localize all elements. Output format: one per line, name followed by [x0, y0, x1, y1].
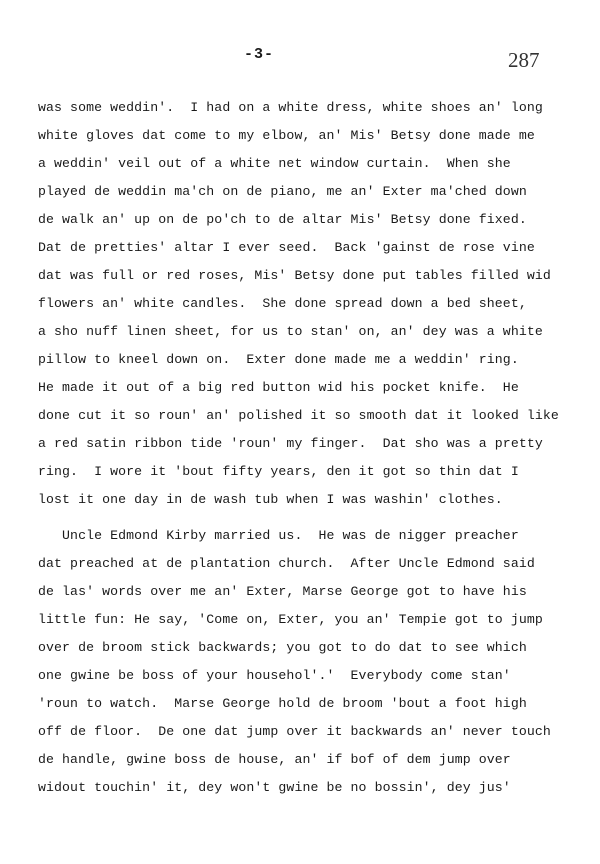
- text-line: ring. I wore it 'bout fifty years, den it got so thin dat I: [38, 464, 519, 479]
- text-line: Dat de pretties' altar I ever seed. Back 'gainst de rose vine: [38, 240, 535, 255]
- section-number: -3-: [244, 46, 275, 63]
- text-line: little fun: He say, 'Come on, Exter, you an' Tempie got to jump: [38, 612, 543, 627]
- text-line: de handle, gwine boss de house, an' if bof of dem jump over: [38, 752, 511, 767]
- text-line: white gloves dat come to my elbow, an' Mis' Betsy done made me: [38, 128, 535, 143]
- text-line: de las' words over me an' Exter, Marse George got to have his: [38, 584, 527, 599]
- text-line: lost it one day in de wash tub when I was washin' clothes.: [38, 492, 503, 507]
- text-line: a sho nuff linen sheet, for us to stan' on, an' dey was a white: [38, 324, 543, 339]
- text-line: pillow to kneel down on. Exter done made me a weddin' ring.: [38, 352, 519, 367]
- text-line: was some weddin'. I had on a white dress, white shoes an' long: [38, 100, 543, 115]
- text-line: played de weddin ma'ch on de piano, me an' Exter ma'ched down: [38, 184, 527, 199]
- text-line: dat preached at de plantation church. After Uncle Edmond said: [38, 556, 535, 571]
- page-header: [0, 38, 600, 72]
- text-line: one gwine be boss of your househol'.' Everybody come stan': [38, 668, 511, 683]
- text-line: flowers an' white candles. She done spread down a bed sheet,: [38, 296, 527, 311]
- text-line: a weddin' veil out of a white net window curtain. When she: [38, 156, 511, 171]
- text-line: off de floor. De one dat jump over it backwards an' never touch: [38, 724, 551, 739]
- text-line: over de broom stick backwards; you got to do dat to see which: [38, 640, 527, 655]
- page-number: 287: [508, 48, 540, 72]
- text-line: widout touchin' it, dey won't gwine be no bossin', dey jus': [38, 780, 511, 795]
- text-line: a red satin ribbon tide 'roun' my finger. Dat sho was a pretty: [38, 436, 543, 451]
- text-line: de walk an' up on de po'ch to de altar Mis' Betsy done fixed.: [38, 212, 527, 227]
- text-line: dat was full or red roses, Mis' Betsy done put tables filled wid: [38, 268, 551, 283]
- text-line: 'roun to watch. Marse George hold de broom 'bout a foot high: [38, 696, 527, 711]
- text-line: Uncle Edmond Kirby married us. He was de nigger preacher: [38, 528, 519, 543]
- text-line: done cut it so roun' an' polished it so smooth dat it looked like: [38, 408, 559, 423]
- text-line: He made it out of a big red button wid his pocket knife. He: [38, 380, 519, 395]
